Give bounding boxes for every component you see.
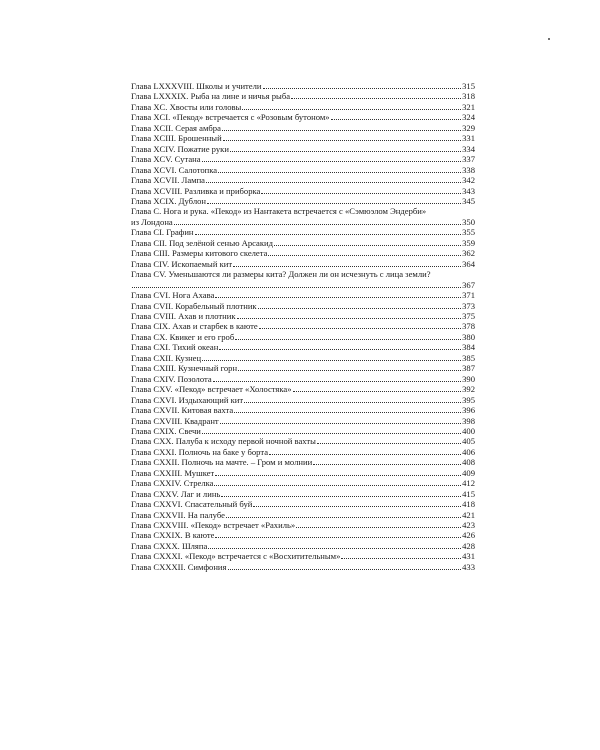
toc-entry <box>131 269 475 290</box>
toc-entry-title: Глава CXI. Тихий океан <box>131 342 219 353</box>
dot-leader <box>274 245 461 246</box>
toc-entry-title: Глава CV. Уменьшаются ли размеры кита? Должен ли он исчезнуть с лица земли? <box>131 269 431 280</box>
dot-leader <box>174 224 461 225</box>
toc-entry-page-number: 371 <box>462 290 475 301</box>
toc-entry <box>131 154 475 164</box>
toc-entry <box>131 133 475 143</box>
toc-entry-page-number: 375 <box>462 310 475 321</box>
toc-entry-title: Глава CXXI. Полночь на баке у борта <box>131 446 269 457</box>
toc-entry-title: Глава CXX. Палуба к исходу первой ночной вахты <box>131 436 316 447</box>
toc-entry-page-number: 373 <box>462 300 475 311</box>
toc-entry <box>131 457 475 467</box>
toc-entry-page-number: 423 <box>462 520 475 531</box>
dot-leader <box>237 318 462 319</box>
toc-entry-page-number: 392 <box>462 384 475 395</box>
scan-speck <box>548 38 550 40</box>
dot-leader <box>132 287 461 288</box>
dot-leader <box>223 140 461 141</box>
dot-leader <box>213 381 461 382</box>
toc-entry-page-number: 331 <box>462 133 475 144</box>
toc-entry <box>131 447 475 457</box>
dot-leader <box>235 339 461 340</box>
toc-entry-title: Глава CXIX. Свечи <box>131 425 201 436</box>
dot-leader <box>244 402 461 403</box>
dot-leader <box>268 255 461 256</box>
toc-entry-page-number: 408 <box>462 457 475 468</box>
toc-entry-page-number: 412 <box>462 478 475 489</box>
toc-entry-title: Глава CXXIV. Стрелка <box>131 478 214 489</box>
toc-entry <box>131 238 475 248</box>
toc-entry-title: Глава CXV. «Пекод» встречает «Холостяка» <box>131 384 292 395</box>
toc-entry-page-number: 324 <box>462 112 475 123</box>
toc-entry-page-number: 396 <box>462 405 475 416</box>
toc-entry-page-number: 364 <box>462 258 475 269</box>
toc-entry-title: Глава XCIV. Пожатие руки <box>131 143 229 154</box>
toc-entry-page-number: 345 <box>462 195 475 206</box>
toc-entry-page-number: 367 <box>462 279 475 290</box>
toc-entry <box>131 123 475 133</box>
dot-leader <box>202 433 461 434</box>
toc-entry-page-number: 385 <box>462 352 475 363</box>
toc-entry-title: Глава CXXVI. Спасательный буй <box>131 499 253 510</box>
toc-entry <box>131 91 475 101</box>
toc-entry <box>131 175 475 185</box>
toc-entry <box>131 321 475 331</box>
toc-entry-title-continuation: из Лондона <box>131 216 173 227</box>
dot-leader <box>258 308 462 309</box>
toc-entry <box>131 186 475 196</box>
toc-entry <box>131 520 475 530</box>
toc-entry-page-number: 355 <box>462 227 475 238</box>
dot-leader <box>261 193 461 194</box>
dot-leader <box>226 517 461 518</box>
dot-leader <box>202 360 461 361</box>
toc-entry <box>131 102 475 112</box>
toc-entry-title: Глава CXIII. Кузнечный горн <box>131 363 238 374</box>
toc-entry <box>131 165 475 175</box>
toc-entry-page-number: 321 <box>462 101 475 112</box>
toc-entry-page-number: 380 <box>462 331 475 342</box>
toc-entry-title: Глава XCV. Сутана <box>131 154 201 165</box>
toc-entry <box>131 562 475 572</box>
toc-entry-title: Глава CXVI. Издыхающий кит <box>131 394 244 405</box>
toc-entry-page-number: 350 <box>462 216 475 227</box>
toc-entry <box>131 353 475 363</box>
dot-leader <box>238 370 461 371</box>
toc-entry-page-number: 433 <box>462 561 475 572</box>
toc-entry-page-number: 384 <box>462 342 475 353</box>
toc-entry-page-number: 406 <box>462 446 475 457</box>
toc-entry-page-number: 409 <box>462 467 475 478</box>
toc-entry <box>131 499 475 509</box>
dot-leader <box>259 328 461 329</box>
toc-entry-title: Глава CXXXII. Симфония <box>131 561 227 572</box>
toc-entry <box>131 196 475 206</box>
toc-entry-title: Глава CXXX. Шляпа <box>131 540 208 551</box>
toc-entry-page-number: 395 <box>462 394 475 405</box>
toc-entry-page-number: 418 <box>462 499 475 510</box>
toc-entry-title: Глава CXXV. Лаг и линь <box>131 488 221 499</box>
toc-entry <box>131 426 475 436</box>
dot-leader <box>242 109 461 110</box>
toc-entry <box>131 384 475 394</box>
dot-leader <box>215 297 461 298</box>
toc-entry <box>131 436 475 446</box>
toc-entry-page-number: 362 <box>462 248 475 259</box>
toc-entry <box>131 374 475 384</box>
dot-leader <box>296 527 461 528</box>
toc-entry-page-number: 421 <box>462 509 475 520</box>
dot-leader <box>220 423 461 424</box>
dot-leader <box>341 558 461 559</box>
dot-leader <box>291 98 461 99</box>
dot-leader <box>206 182 461 183</box>
toc-entry-title: Глава XCI. «Пекод» встречается с «Розовым бутоном» <box>131 112 330 123</box>
toc-entry-title: Глава CXVII. Китовая вахта <box>131 405 234 416</box>
toc-entry-title: Глава CXXII. Полночь на мачте. – Гром и молнии <box>131 457 313 468</box>
dot-leader <box>195 234 462 235</box>
toc-entry-title: Глава XCIII. Брошенный <box>131 133 222 144</box>
toc-entry <box>131 551 475 561</box>
toc-entry <box>131 227 475 237</box>
toc-entry-title: Глава LXXXVIII. Школы и учители <box>131 81 262 91</box>
dot-leader <box>293 391 462 392</box>
toc-entry <box>131 489 475 499</box>
toc-entry-page-number: 431 <box>462 551 475 562</box>
toc-entry-title: Глава XCVII. Лампа <box>131 175 205 186</box>
toc-entry-title: Глава CVI. Нога Ахава <box>131 290 215 301</box>
toc-entry <box>131 206 475 227</box>
dot-leader <box>215 537 461 538</box>
toc-entry <box>131 541 475 551</box>
dot-leader <box>214 485 461 486</box>
toc-entry <box>131 342 475 352</box>
dot-leader <box>219 349 461 350</box>
dot-leader <box>313 464 461 465</box>
toc-entry-page-number: 329 <box>462 122 475 133</box>
toc-entry-page-number: 337 <box>462 154 475 165</box>
toc-entry-title: Глава CIV. Ископаемый кит <box>131 258 233 269</box>
dot-leader <box>230 151 461 152</box>
toc-entry-page-number: 405 <box>462 436 475 447</box>
toc-entry <box>131 259 475 269</box>
toc-entry-page-number: 428 <box>462 540 475 551</box>
toc-entry <box>131 530 475 540</box>
toc-entry <box>131 112 475 122</box>
toc-entry-title: Глава XCIX. Дублон <box>131 195 207 206</box>
toc-entry-page-number: 400 <box>462 425 475 436</box>
toc-entry-page-number: 387 <box>462 363 475 374</box>
toc-entry <box>131 332 475 342</box>
toc-entry <box>131 363 475 373</box>
toc-entry-title: Глава CXIV. Позолота <box>131 373 212 384</box>
toc-entry-title: Глава CVII. Корабельный плотник <box>131 300 257 311</box>
toc-entry-page-number: 318 <box>462 91 475 102</box>
toc-entry-title: Глава CII. Под зелёной сенью Арсакид <box>131 237 274 248</box>
dot-leader <box>234 412 461 413</box>
toc-entry <box>131 311 475 321</box>
toc-entry-title: Глава CIX. Ахав и старбек в каюте <box>131 321 258 332</box>
dot-leader <box>269 454 461 455</box>
toc-entry <box>131 144 475 154</box>
toc-entry <box>131 405 475 415</box>
dot-leader <box>202 161 462 162</box>
toc-entry-page-number: 415 <box>462 488 475 499</box>
dot-leader <box>215 475 461 476</box>
dot-leader <box>221 496 461 497</box>
toc-entry-title: Глава C. Нога и рука. «Пекод» из Нантакета встречается с «Сэмюэлом Эндерби» <box>131 206 427 217</box>
toc-entry-title: Глава XC. Хвосты или головы <box>131 101 242 112</box>
toc-entry <box>131 416 475 426</box>
toc-entry-title: Глава CXXVIII. «Пекод» встречает «Рахиль» <box>131 520 296 531</box>
dot-leader <box>207 203 461 204</box>
dot-leader <box>263 88 462 89</box>
dot-leader <box>317 443 461 444</box>
toc-entry-title: Глава XCVIII. Разливка и приборка <box>131 185 261 196</box>
toc-entry-page-number: 398 <box>462 415 475 426</box>
toc-entry-page-number: 343 <box>462 185 475 196</box>
toc-entry <box>131 478 475 488</box>
toc-entry <box>131 395 475 405</box>
table-of-contents <box>131 81 475 572</box>
toc-entry <box>131 510 475 520</box>
dot-leader <box>331 119 462 120</box>
toc-entry <box>131 468 475 478</box>
toc-entry <box>131 248 475 258</box>
toc-entry-page-number: 378 <box>462 321 475 332</box>
toc-entry-page-number: 342 <box>462 175 475 186</box>
toc-entry-title: Глава CIII. Размеры китового скелета <box>131 248 268 259</box>
toc-entry-title: Глава CVIII. Ахав и плотник <box>131 310 236 321</box>
toc-entry <box>131 81 475 91</box>
toc-entry-title: Глава LXXXIX. Рыба на лине и ничья рыба <box>131 91 291 102</box>
toc-entry-page-number: 390 <box>462 373 475 384</box>
toc-entry-title: Глава CXXVII. На палубе <box>131 509 225 520</box>
toc-entry-title: Глава CXXIII. Мушкет <box>131 467 215 478</box>
toc-entry <box>131 301 475 311</box>
toc-entry-page-number: 359 <box>462 237 475 248</box>
toc-entry-title: Глава CI. Графин <box>131 227 194 238</box>
toc-entry-title: Глава CXXIX. В каюте <box>131 530 215 541</box>
toc-entry-page-number: 334 <box>462 143 475 154</box>
dot-leader <box>233 266 461 267</box>
toc-entry <box>131 290 475 300</box>
toc-entry-page-number: 315 <box>462 81 475 91</box>
toc-entry-page-number: 426 <box>462 530 475 541</box>
toc-entry-title: Глава CXVIII. Квадрант <box>131 415 219 426</box>
toc-entry-title: Глава CXXXI. «Пекод» встречается с «Восхитительным» <box>131 551 341 562</box>
dot-leader <box>253 506 461 507</box>
dot-leader <box>218 172 461 173</box>
toc-entry-title: Глава CX. Квикег и его гроб <box>131 331 235 342</box>
toc-entry-title: Глава XCVI. Салотопка <box>131 164 218 175</box>
dot-leader <box>228 569 462 570</box>
toc-entry-title: Глава CXII. Кузнец <box>131 352 202 363</box>
dot-leader <box>208 548 461 549</box>
toc-entry-title: Глава XCII. Серая амбра <box>131 122 221 133</box>
toc-entry-page-number: 338 <box>462 164 475 175</box>
dot-leader <box>222 130 461 131</box>
